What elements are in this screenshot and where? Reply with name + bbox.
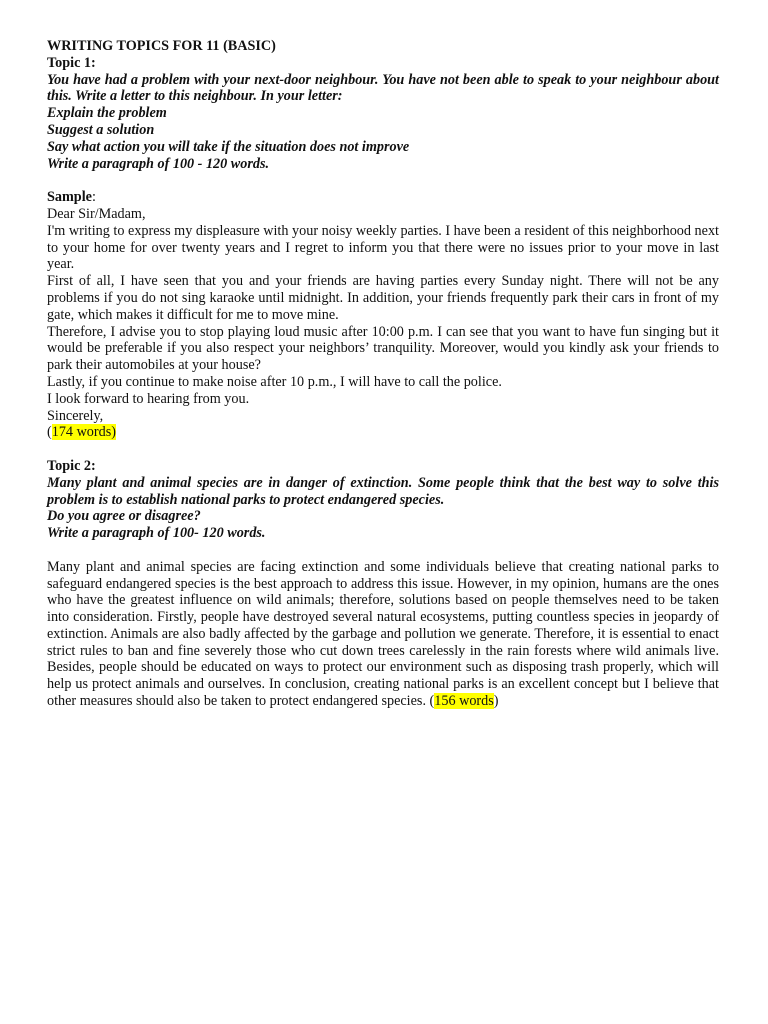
topic2-instruction: Write a paragraph of 100- 120 words.	[47, 525, 266, 542]
word-count-highlight: 156 words	[434, 693, 494, 710]
letter-paragraph: I look forward to hearing from you.	[47, 390, 250, 407]
letter-paragraph: First of all, I have seen that you and your friends are having parties every Sunday night. There will not be any problems if you do not sing karaoke until midnight. In addition, your friends frequently park their cars in front of my gate, which makes it difficult for me to move mine.	[47, 273, 719, 323]
sample-heading	[47, 189, 719, 206]
word-count-open: (	[47, 424, 52, 441]
topic1-prompt: You have had a problem with your next-door neighbour. You have not been able to speak to your neighbour about this. Write a letter to this neighbour. In your letter:	[47, 71, 719, 105]
sample-label: Sample	[47, 189, 92, 206]
spacer	[47, 542, 719, 559]
spacer	[47, 172, 719, 189]
word-count-highlight: 174 words)	[51, 424, 116, 441]
topic1-bullet: Write a paragraph of 100 - 120 words.	[47, 155, 270, 172]
topic1-bullet: Say what action you will take if the situation does not improve	[47, 138, 410, 155]
spacer	[47, 441, 719, 458]
letter-paragraph: I'm writing to express my displeasure with your noisy weekly parties. I have been a resident of this neighborhood next to your home for over twenty years and I regret to inform you that there were no issues prior to your move in last year.	[47, 222, 719, 273]
document-page	[47, 38, 719, 710]
letter-closing: Sincerely,	[47, 407, 104, 424]
topic2-prompt: Many plant and animal species are in danger of extinction. Some people think that the best way to solve this problem is to establish national parks to protect endangered species.	[47, 474, 719, 508]
letter-paragraph: Therefore, I advise you to stop playing loud music after 10:00 p.m. I can see that you want to have fun singing but it would be preferable if you also respect your neighbors’ tranquility. Moreover, would you kindly ask your friends to park their automobiles at your house?	[47, 323, 719, 374]
letter-paragraph: Lastly, if you continue to make noise after 10 p.m., I will have to call the police.	[47, 373, 502, 390]
sample-colon: :	[91, 189, 96, 206]
topic1-heading: Topic 1:	[47, 54, 96, 71]
word-count-close: )	[493, 693, 499, 710]
topic2-heading: Topic 2:	[47, 457, 96, 474]
document-title: WRITING TOPICS FOR 11 (BASIC)	[47, 38, 276, 54]
topic2-question: Do you agree or disagree?	[47, 508, 201, 525]
letter-salutation: Dear Sir/Madam,	[47, 205, 146, 222]
word-count-line	[47, 424, 719, 441]
essay-text: Many plant and animal species are facing extinction and some individuals believe that creating national parks to safeguard endangered species is the best approach to address this issue. However, in my opinion, humans are the ones who have the greatest influence on wild animals; therefore, solutions based on people themselves need to be taken into consideration. Firstly, people have destroyed several natural ecosystems, putting countless species in jeopardy of extinction. Animals are also badly affected by the garbage and pollution we generate. Therefore, it is essential to enact strict rules to ban and fine severely those who cut down trees carelessly in the rain forests where wild animals live. Besides, people should be educated on ways to protect our environment such as disposing trash properly, which will help us protect animals and ourselves. In conclusion, creating national parks is an excellent concept but I believe that other measures should also be taken to protect endangered species. (	[47, 558, 719, 710]
topic1-bullet: Suggest a solution	[47, 121, 155, 138]
topic1-bullet: Explain the problem	[47, 105, 167, 122]
essay-paragraph	[47, 559, 719, 710]
